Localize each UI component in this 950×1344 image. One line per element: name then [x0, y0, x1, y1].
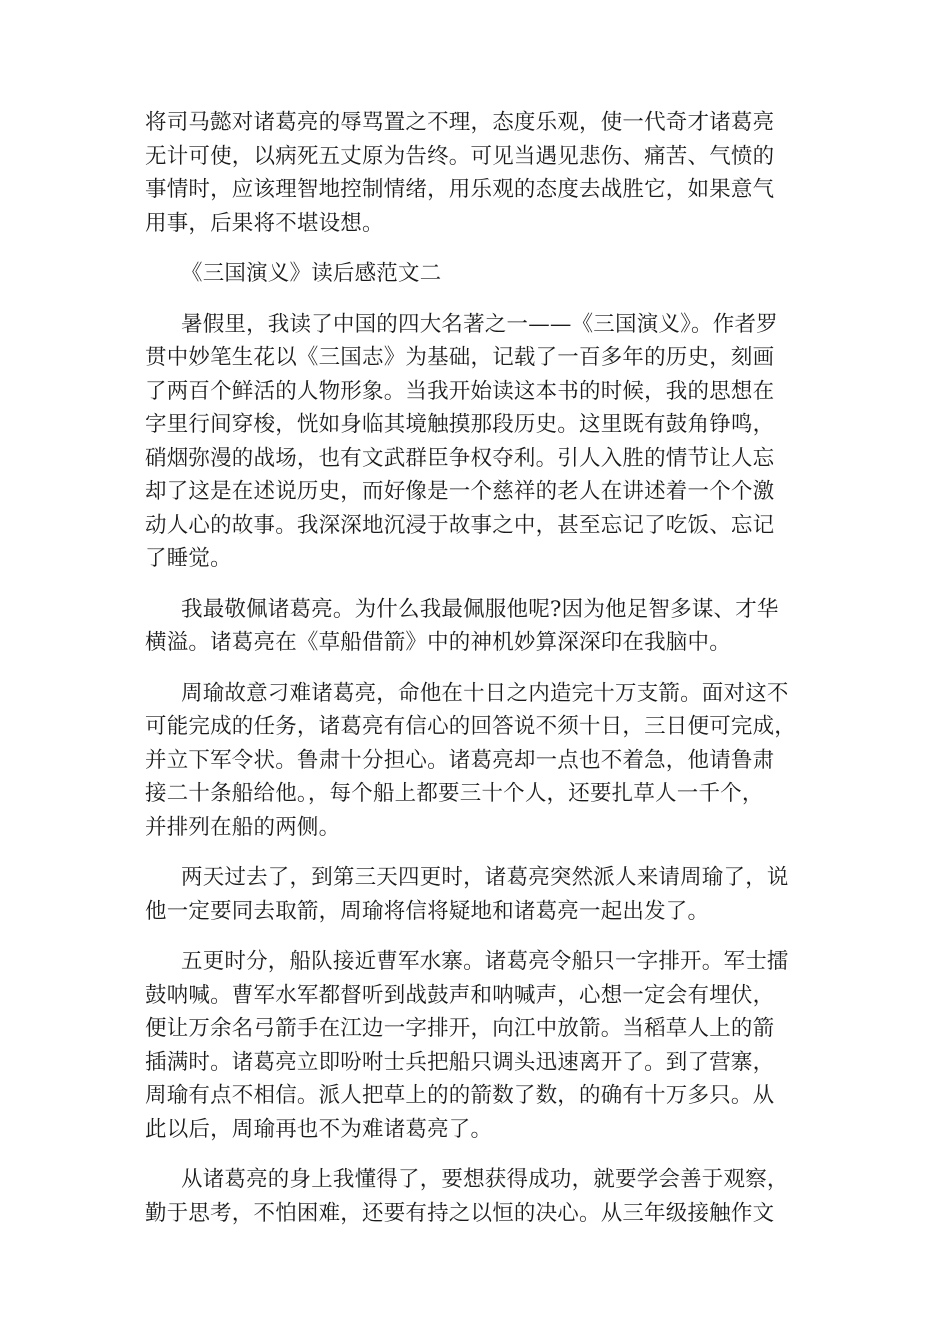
paragraph-intro: 暑假里，我读了中国的四大名著之一——《三国演义》。作者罗 贯中妙笔生花以《三国志》为基础，记载了一百多年的历史，刻画 了两百个鲜活的人物形象。当我开始读这本书的时候，我的思想在 字里行间穿梭，恍如身临其境触摸那段历史。这里既有鼓角铮鸣， 硝烟弥漫的战场，也有文武群臣争权夺利。引人入胜的情节让人忘 却了这是在述说历史，而好像是一个慈祥的老人在讲述着一个个激 动人心的故事。我深深地沉浸于故事之中，甚至忘记了吃饭、忘记 了睡觉。 — [145, 311, 778, 571]
paragraph-continuation: 将司马懿对诸葛亮的辱骂置之不理，态度乐观，使一代奇才诸葛亮 无计可使，以病死五丈原为告终。可见当遇见悲伤、痛苦、气愤的 事情时，应该理智地控制情绪，用乐观的态度去战胜它，如果意气 用事，后果将不堪设想。 — [145, 110, 775, 236]
paragraph-admiration: 我最敬佩诸葛亮。为什么我最佩服他呢?因为他足智多谋、才华 横溢。诸葛亮在《草船借箭》中的神机妙算深深印在我脑中。 — [145, 596, 779, 655]
document-body — [145, 106, 810, 1230]
paragraph-zhouyu: 周瑜故意刁难诸葛亮，命他在十日之内造完十万支箭。面对这不 可能完成的任务，诸葛亮有信心的回答说不须十日，三日便可完成， 并立下军令状。鲁肃十分担心。诸葛亮却一点也不着急，他请鲁肃 接二十条船给他。，每个船上都要三十个人，还要扎草人一千个， 并排列在船的两侧。 — [145, 680, 797, 840]
section-heading: 《三国演义》读后感范文二 — [181, 261, 442, 286]
paragraph-lesson: 从诸葛亮的身上我懂得了，要想获得成功，就要学会善于观察， 勤于思考，不怕困难，还要有持之以恒的决心。从三年级接触作文 — [145, 1167, 789, 1226]
paragraph-two-days: 两天过去了，到第三天四更时，诸葛亮突然派人来请周瑜了，说 他一定要同去取箭，周瑜将信将疑地和诸葛亮一起出发了。 — [145, 865, 789, 924]
paragraph-fifth-watch: 五更时分，船队接近曹军水寨。诸葛亮令船只一字排开。军士擂 鼓呐喊。曹军水军都督听到战鼓声和呐喊声，心想一定会有埋伏， 便让万余名弓箭手在江边一字排开，向江中放箭。当稻草人上的箭 插满时。诸葛亮立即吩咐士兵把船只调头迅速离开了。到了营寨， 周瑜有点不相信。派人把草上的的箭数了数，的确有十万多只。从 此以后，周瑜再也不为难诸葛亮了。 — [145, 949, 789, 1142]
